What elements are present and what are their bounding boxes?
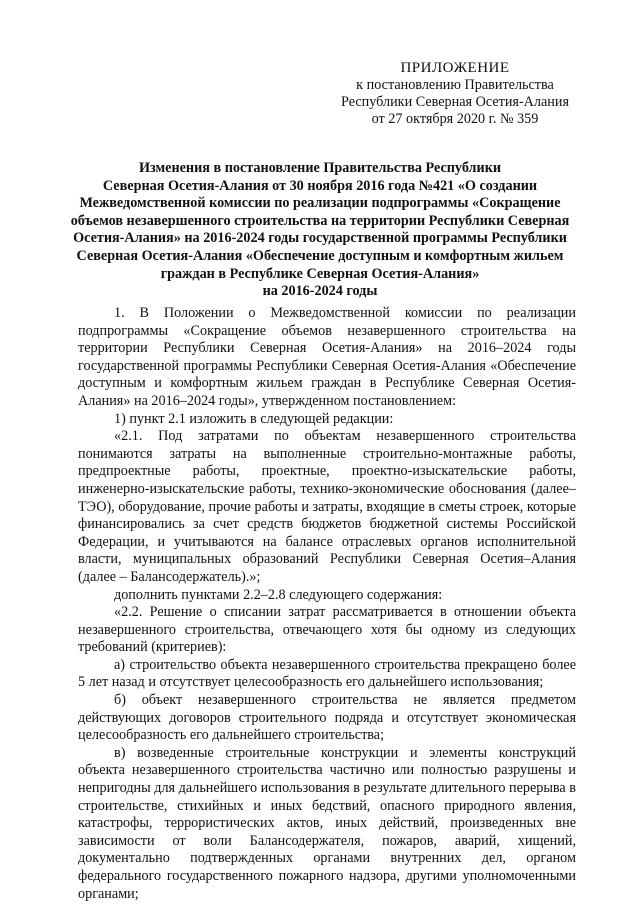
title-line: Северная Осетия-Алания «Обеспечение доступным и комфортным жильем	[76, 247, 564, 264]
appendix-line-2: Республики Северная Осетия-Алания	[340, 94, 569, 110]
paragraph-7: б) объект незавершенного строительства не является предметом действующих договоров строительного подряда и отсутствует экономическая целесообразность его дальнейшего строительства;	[78, 692, 576, 744]
paragraph-6: а) строительство объекта незавершенного строительства прекращено более 5 лет назад и отсутствует целесообразность его дальнейшего использования;	[78, 656, 576, 691]
title-line: Осетия-Алания» на 2016-2024 годы государственной программы Республики	[73, 230, 567, 247]
title-line: объемов незавершенного строительства на территории Республики Северная	[70, 212, 570, 229]
paragraph-2: 1) пункт 2.1 изложить в следующей редакции:	[114, 410, 394, 427]
paragraph-5: «2.2. Решение о списании затрат рассматривается в отношении объекта незавершенного строительства, отвечающего хотя бы одному из следующих требований (критериев):	[78, 604, 576, 656]
paragraph-4: дополнить пунктами 2.2–2.8 следующего содержания:	[114, 586, 443, 603]
document-body	[78, 305, 576, 903]
title-line: Северная Осетия-Алания от 30 ноября 2016 года №421 «О создании	[102, 177, 538, 194]
title-line: Межведомственной комиссии по реализации подпрограммы «Сокращение	[79, 195, 561, 212]
paragraph-8: в) возведенные строительные конструкции и элементы конструкций объекта незавершенного строительства частично или полностью разрушены и непригодны для дальнейшего использования в результате длительного перерыва в строительстве, стихийных и иных бедствий, опасного природного явления, катастрофы, террористических актов, иных действий, произведенных вне зависимости от воли Балансодержателя, пожаров, аварий, хищений, документально подтвержденных органами внутренних дел, органом федерального государственного пожарного надзора, другими уполномоченными органами;	[78, 744, 576, 902]
paragraph-1: 1. В Положении о Межведомственной комиссии по реализации подпрограммы «Сокращение объемов незавершенного строительства на территории Республики Северная Осетия-Алания» на 2016–2024 годы государственной программы Республики Северная Осетия-Алания «Обеспечение доступным и комфортным жильем граждан в Республике Северная Осетия-Алания» на 2016–2024 годы», утвержденном постановлением:	[78, 305, 576, 409]
title-line: граждан в Республике Северная Осетия-Алания»	[160, 265, 480, 282]
appendix-header	[330, 60, 580, 128]
appendix-line-1: к постановлению Правительства	[356, 77, 554, 93]
title-line: Изменения в постановление Правительства Республики	[138, 160, 502, 176]
appendix-line-3: от 27 октября 2020 г. № 359	[371, 111, 539, 127]
title-line: на 2016-2024 годы	[262, 283, 378, 300]
paragraph-3: «2.1. Под затратами по объектам незавершенного строительства понимаются затраты на выполненные строительно-монтажные работы, предпроектные работы, проектные, проектно-изыскательские работы, инженерно-изыскательские работы, технико-экономические обоснования (далее–ТЭО), оборудование, прочие работы и затраты, входящие в сметы строек, которые финансировались за счет средств бюджетов бюджетной системы Российской Федерации, и учитываются на балансе отраслевых органов исполнительной власти, муниципальных образований Республики Северная Осетия–Алания (далее – Балансодержатель).»;	[78, 428, 576, 585]
document-title	[70, 160, 570, 301]
appendix-title: ПРИЛОЖЕНИЕ	[400, 60, 510, 76]
